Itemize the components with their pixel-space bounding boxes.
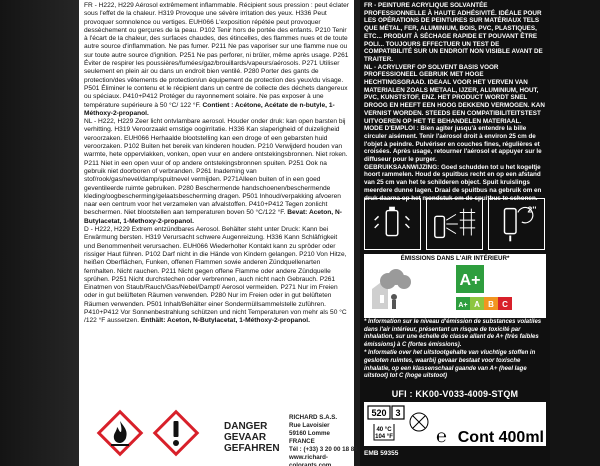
company-phone: Tél : (+33) 3 20 00 18 88	[289, 446, 358, 453]
company-street: Rue Lavoisier	[289, 422, 330, 429]
packaging-graphic	[364, 402, 546, 446]
scale-a-plus: A+	[458, 302, 468, 309]
flame-hazard-icon	[95, 408, 145, 458]
fr-directions: MODE D'EMPLOI : Bien agiter jusqu'à entendre la bille circuler aisément. Tenir l'aérosol droit à environ 25 cm de l'objet à peindre. Pulvériser en couches fines, régulières et croisées. Après usage, retourner l'aérosol et appuyer sur le diffuseur pour le purger.	[364, 125, 542, 164]
signal-word-de: GEFAHREN	[224, 443, 280, 454]
indoor-emission-rating	[364, 254, 546, 318]
company-name: RICHARD S.A.S.	[289, 414, 338, 421]
company-city: 59160 Lomme	[289, 430, 330, 437]
fr-contains: Contient : Acétone, Acétate de n-butyle, 1-Méthoxy-2-propanol.	[84, 101, 335, 117]
packaging-info	[364, 402, 546, 446]
company-address	[289, 414, 359, 466]
purge-duration: 2''	[527, 204, 537, 215]
purge-nozzle-icon	[488, 198, 545, 250]
signal-word-block	[224, 421, 284, 454]
emission-note-nl: * Informatie over het uitstootgehalte van vluchtige stoffen in gesloten ruimtes, waarbij gevaar bestaat voor toxische inhalatie, op een klassenschaal gaande van A+ (heel lage uitstoot) tot C (hoge uitstoot)	[364, 350, 536, 380]
nl-description: NL - ACRYLVERF OP SOLVENT BASIS VOOR PROFESSIONEEL GEBRUIK MET HOGE HECHTINGSGRAAD. IDEAAL VOOR HET VERVEN VAN MATERIALEN ZOALS METAAL, IJZER, ALUMINIUM, HOUT, PVC, KUNSTSTOF, ENZ. HET PRODUCT WORDT SNEL DROOG EN HEEFT EEN HOOG DEKKEND VERMOGEN. KAN VERNIST WORDEN. STEEDS EEN COMPATIBILITEITSTEST UITVOEREN OP HET TE BEHANDELEN MATERIAAL.	[364, 63, 545, 125]
company-country: FRANCE	[289, 438, 315, 445]
exclamation-hazard-icon	[151, 408, 201, 458]
spray-pattern-icon	[426, 198, 483, 250]
nl-hazard-text: NL - H222, H229 Zeer licht ontvlambare aerosol. Houder onder druk: kan open barsten bij verhitting. H319 Veroorzaakt ernstige oogirritatie. H336 Kan slaperigheid of duizeligheid veroorzaken. EUH066 Herhaalde blootstelling kan een droge of een gebarsten huid veroorzaken. P102 Buiten het bereik van kinderen houden. P210 Verwijderd houden van warmte, hete oppervlakken, vonken, open vuur en andere ontstekingsbronnen. Niet roken. P211 Niet in een open vuur of op andere ontstekingsbronnen spuiten. P251 Ook na gebruik niet doorboren of verbranden. P261 Inademing van stof/rook/gas/nevel/damp/spuitnevel vermijden. P271Alleen buiten of in een goed geventileerde ruimte gebruiken. P280 Beschermende handschoenen/beschermende kleding/oogbescherming/gelaatsbescherming dragen. P501 Inhoud/verpakking afvoeren naar een centrum voor het verzamelen van afvalstoffen. P410+P412 Tegen zonlicht beschermen. Niet blootstellen aan temperaturen boven 50 °C/122 °F.	[84, 118, 348, 217]
emission-heading: ÉMISSIONS DANS L'AIR INTÉRIEUR*	[400, 255, 510, 262]
scale-c: C	[502, 300, 508, 309]
shake-can-icon	[364, 198, 421, 250]
can-edge-left	[0, 0, 79, 466]
scale-a: A	[474, 300, 480, 309]
hazard-panel	[79, 0, 358, 466]
hazard-text	[84, 2, 350, 402]
code-3: 3	[395, 408, 401, 418]
usage-pictograms	[364, 198, 548, 250]
e-mark-icon: ℮	[436, 426, 447, 446]
emission-footnotes	[364, 319, 546, 382]
net-content: Cont 400ml	[457, 429, 544, 446]
temp-fahrenheit: 104 °F	[375, 434, 393, 440]
emb-code: EMB 59355	[364, 450, 399, 457]
emission-note-fr: * Information sur le niveau d'émission de substances volatiles dans l'air intérieur, présentant un risque de toxicité par inhalation, sur une échelle de classe allant de A+ (très faibles émissions) à C (fortes émissions).	[364, 319, 542, 348]
code-520: 520	[371, 408, 387, 418]
label-footer	[79, 408, 358, 466]
nl-contains: Bevat: Aceton, N-Butylacetat, 1-Methoxy-2-propanol.	[84, 209, 342, 225]
fr-hazard-text: FR - H222, H229 Aérosol extrêmement inflammable. Récipient sous pression : peut éclater sous l'effet de la chaleur. H319 Provoque une sévère irritation des yeux. H336 Peut provoquer somnolence ou vertiges. EUH066 L'exposition répétée peut provoquer dessèchement ou gerçures de la peau. P102 Tenir hors de portée des enfants. P210 Tenir à l'écart de la chaleur, des surfaces chaudes, des étincelles, des flammes nues et de toute autre source d'inflammation. Ne pas fumer. P211 Ne pas vaporiser sur une flamme nue ou sur toute autre source d'ignition. P251 Ne pas perforer, ni brûler, même après usage. P261 Éviter de respirer les poussières/fumées/gaz/brouillards/vapeurs/aérosols. P271 Utiliser seulement en plein air ou dans un endroit bien ventilé. P280 Porter des gants de protection/des vêtements de protection/un équipement de protection des yeux/du visage. P501 Éliminer le contenu et le récipient dans un centre de collecte des déchets dangereux ou spéciaux. P410+P412 Protéger du rayonnement solaire. Ne pas exposer à une température supérieure à 50 °C/ 122 °F.	[84, 2, 349, 109]
emission-graphic	[364, 263, 546, 318]
product-description	[364, 2, 546, 202]
de-contains: Enthält: Aceton, N-Butylacetat, 1-Méthoxy-2-propanol.	[140, 317, 310, 325]
scale-b: B	[488, 300, 494, 309]
can-edge-right	[550, 0, 600, 466]
emission-grade: A+	[459, 272, 481, 289]
temp-celsius: 40 °C	[376, 427, 392, 433]
company-website: www.richard-colorants.com	[289, 454, 332, 466]
de-hazard-text: D - H222, H229 Extrem entzündbares Aerosol. Behälter steht unter Druck: Kann bei Erwärmung bersten. H319 Verursacht schwere Augenreizung. H336 Kann Schläfrigkeit und Benommenheit verursachen. EUH066 Wiederholter Kontakt kann zu spröder oder rissiger Haut führen. P102 Darf nicht in die Hände von Kindern gelangen. P210 Von Hitze, heißen Oberflächen, Funken, offenen Flammen sowie anderen Zündquellenarten fernhalten. Nicht rauchen. P211 Nicht gegen offene Flamme oder andere Zündquelle sprühen. P251 Nicht durchstechen oder verbrennen, auch nicht nach Gebrauch. P261 Einatmen von Staub/Rauch/Gas/Nebel/Dampf/ Aerosol vermeiden. P271 Nur im Freien oder in gut belüfteten Räumen verwenden. P280 Nur im Freien oder in gut belüfteten Räumen verwenden. P501 Inhalt/Behälter einer Sondermüllsammelstelle zuführen. P410+P412 Vor Sonnenbestrahlung schützen und nicht Temperaturen von mehr als 50 °C /122 °F aussetzen.	[84, 226, 347, 325]
signal-word-fr: DANGER	[224, 421, 268, 432]
signal-word-nl: GEVAAR	[224, 432, 267, 443]
nl-directions: GEBRUIKSAANWIJZING: Goed schudden tot u het kogeltje hoort rammelen. Houd de spuitbus recht en op een afstand van 25 cm van het te schilderen object. Spuit kruislings meerdere dunne lagen. Draai de spuitbus na gebruik om en druk daarna op het mondstuk om de spuitbus te schonen.	[364, 163, 542, 202]
fr-description: FR - PEINTURE ACRYLIQUE SOLVANTÉE PROFESSIONNELLE À HAUTE ADHÉSIVITÉ. IDÉALE POUR LES OPÉRATIONS DE PEINTURES SUR MATÉRIAUX TELS QUE MÉTAL, FER, ALUMINIUM, BOIS, PVC, PLASTIQUES, ETC... PRODUIT À SÉCHAGE RAPIDE ET POUVANT ÊTRE POLI... TOUJOURS EFFECTUER UN TEST DE COMPATIBILITÉ SUR UN ENDROIT NON VISIBLE AVANT DE TRAITER.	[364, 2, 543, 63]
product-panel	[360, 0, 550, 466]
ufi-code: UFI : KK00-V033-4009-STQM	[391, 389, 519, 399]
